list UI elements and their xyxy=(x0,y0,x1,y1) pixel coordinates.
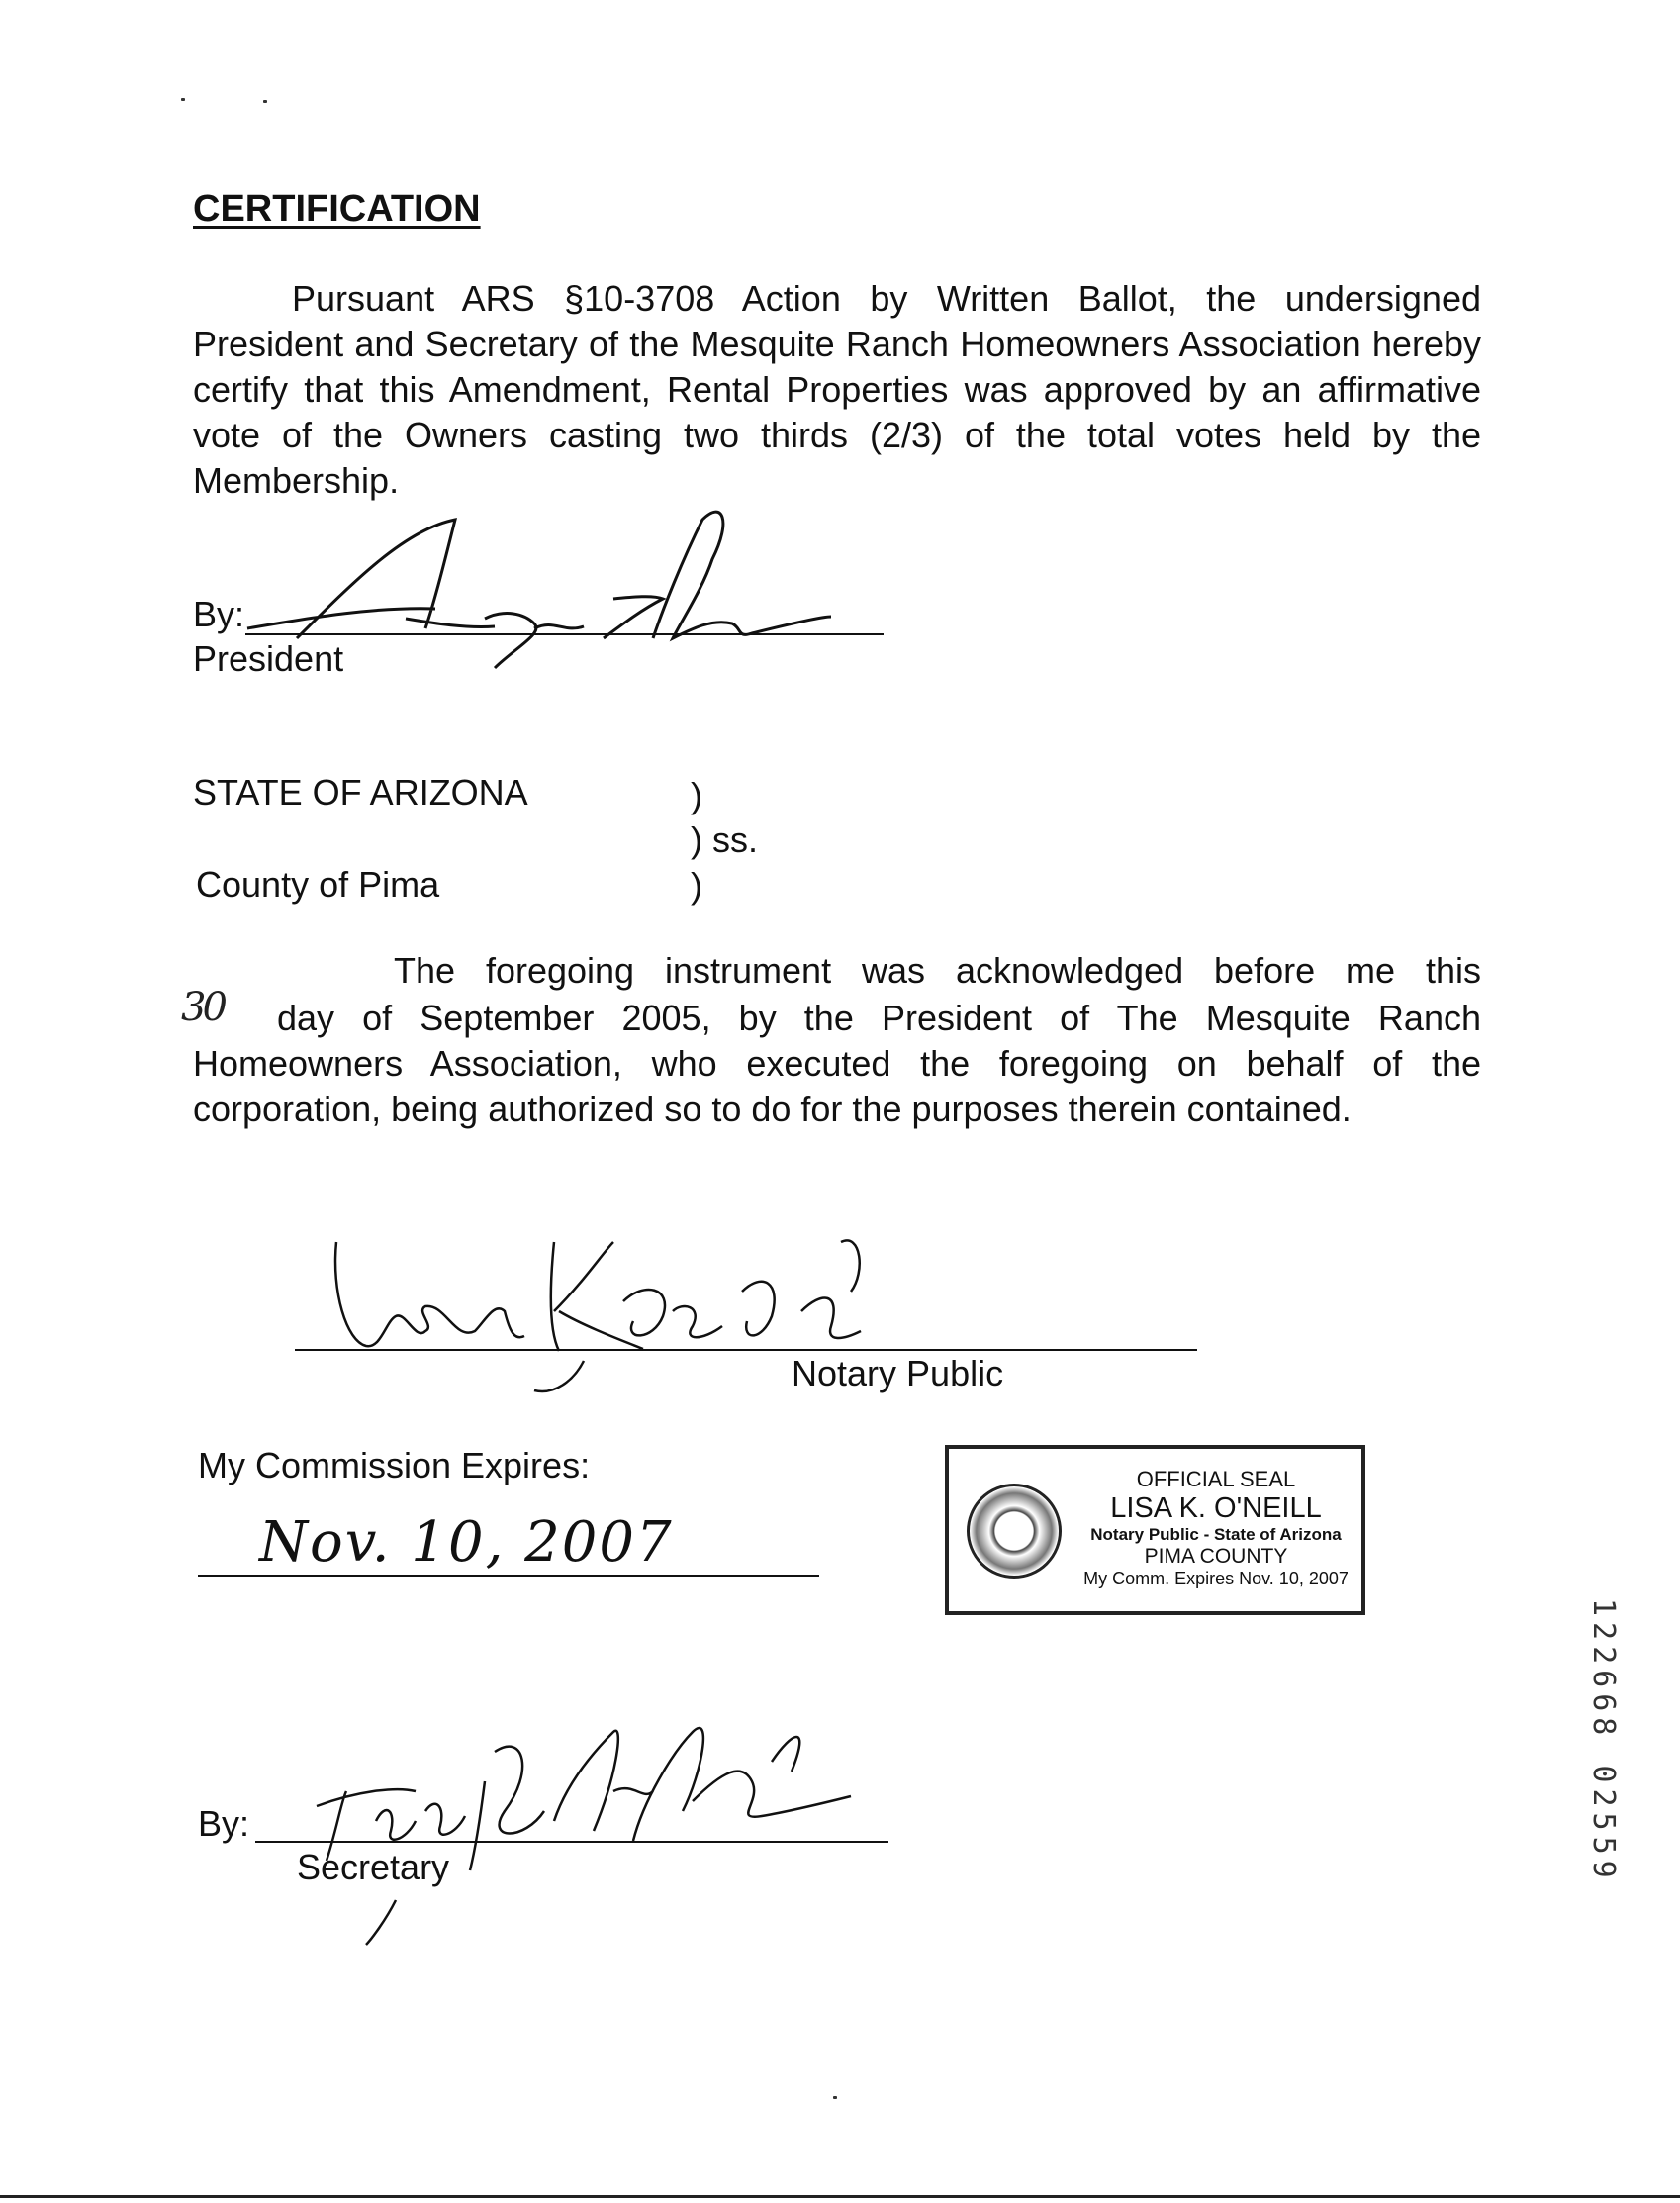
seal-line-title: Notary Public - State of Arizona xyxy=(1090,1525,1342,1544)
scan-speck xyxy=(181,98,185,101)
notary-public-label: Notary Public xyxy=(792,1353,1004,1393)
document-title: CERTIFICATION xyxy=(193,188,481,230)
secretary-signature xyxy=(297,1692,890,1950)
commission-date-line xyxy=(198,1575,819,1577)
seal-text xyxy=(1082,1467,1350,1589)
scan-speck xyxy=(263,100,267,103)
seal-line-expires: My Comm. Expires Nov. 10, 2007 xyxy=(1083,1569,1349,1588)
commission-handwritten-date: Nov. 10, 2007 xyxy=(259,1510,674,1575)
secretary-label: Secretary xyxy=(297,1847,450,1887)
handwritten-day: 30 xyxy=(181,985,224,1030)
scan-bottom-edge xyxy=(0,2195,1680,2198)
seal-line-county: PIMA COUNTY xyxy=(1144,1545,1288,1568)
acknowledgment-first-line: The foregoing instrument was acknowledged before me this xyxy=(394,950,1481,991)
venue-paren-3: ) xyxy=(691,865,702,906)
venue-paren-1: ) xyxy=(691,775,702,815)
seal-line-official: OFFICIAL SEAL xyxy=(1136,1467,1296,1491)
venue-county: County of Pima xyxy=(196,864,440,905)
venue-paren-ss: ) ss. xyxy=(691,819,758,860)
seal-line-name: LISA K. O'NEILL xyxy=(1110,1492,1322,1524)
secretary-by-label: By: xyxy=(198,1803,250,1844)
commission-expires-label: My Commission Expires: xyxy=(198,1445,591,1485)
scan-speck xyxy=(833,2096,837,2099)
president-by-label: By: xyxy=(193,594,245,634)
official-seal-stamp xyxy=(945,1445,1365,1615)
certification-paragraph: Pursuant ARS §10-3708 Action by Written Ballot, the undersigned President and Secretary of the Mesquite Ranch Homeowners Association hereby certify that this Amendment, Rental Properties was approved by an affirmative vote of the Owners casting two thirds (2/3) of the total votes held by the Membership. xyxy=(193,278,1481,501)
president-label: President xyxy=(193,638,344,679)
side-stamp-number: 122668 02559 xyxy=(1586,1598,1621,1884)
acknowledgment-rest: day of September 2005, by the President of The Mesquite Ranch Homeowners Association, who executed the foregoing on behalf of the corporation, being authorized so to do for the purposes therein contained. xyxy=(193,998,1481,1129)
venue-state: STATE OF ARIZONA xyxy=(193,772,528,813)
state-seal-emblem xyxy=(967,1484,1062,1579)
